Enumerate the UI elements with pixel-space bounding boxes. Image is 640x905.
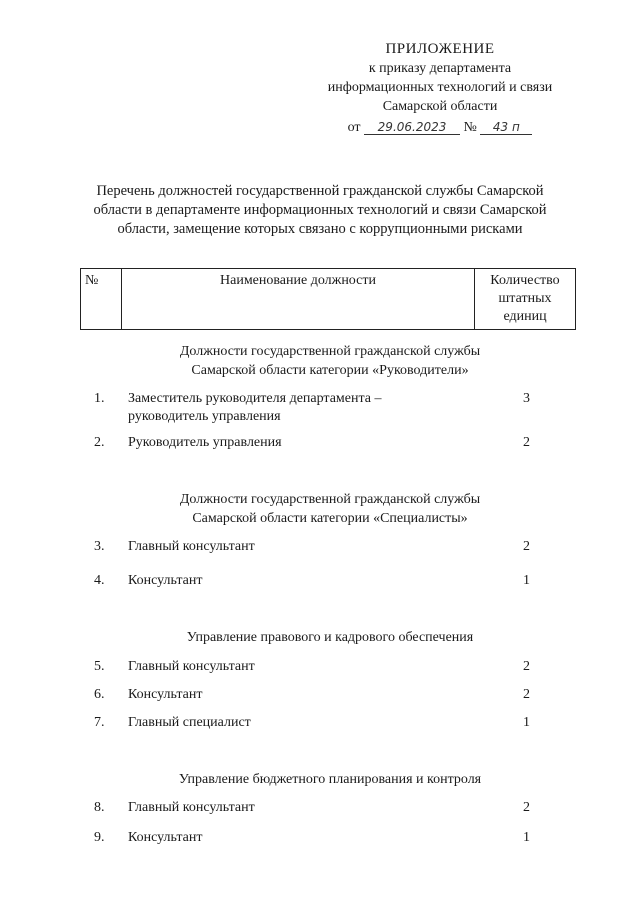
row-count: 1 [523,715,530,730]
row-num: 7. [94,715,105,730]
row-name: Руководитель управления [128,435,282,450]
row-num: 9. [94,830,105,845]
header-name: Наименование должности [122,269,475,330]
row-name: Консультант [128,830,203,845]
row-num: 6. [94,687,105,702]
row-num: 1. [94,391,105,406]
row-name: Главный консультант [128,800,255,815]
section-heading-line: Управление бюджетного планирования и контроля [178,772,482,787]
section-heading-line: Должности государственной гражданской службы [179,492,481,507]
annex-block [300,40,580,137]
title-line-3: области, замещение которых связано с коррупционными рисками [117,221,523,237]
row-count: 1 [523,573,530,588]
date-prefix: от [347,120,361,135]
section-heading-line: Самарской области категории «Специалисты» [192,511,468,526]
document-title [60,182,580,239]
row-name: Главный консультант [128,659,255,674]
title-line-2: области в департаменте информационных технологий и связи Самарской [93,202,547,218]
row-count: 2 [523,800,530,815]
table-header [80,268,576,330]
row-num: 4. [94,573,105,588]
annex-date-line [300,118,580,137]
annex-line-1: к приказу департамента [368,61,512,76]
row-num: 5. [94,659,105,674]
section-heading [80,770,580,789]
row-count: 3 [523,391,530,406]
row-count: 2 [523,539,530,554]
handwritten-number: 43 п [480,120,532,135]
row-count: 1 [523,830,530,845]
row-name: Консультант [128,573,203,588]
row-name: Главный консультант [128,539,255,554]
annex-line-2: информационных технологий и связи [327,80,553,95]
row-name: Консультант [128,687,203,702]
row-num: 3. [94,539,105,554]
row-num: 8. [94,800,105,815]
annex-line-3: Самарской области [382,99,498,114]
handwritten-date: 29.06.2023 [364,120,460,135]
row-name: Главный специалист [128,715,251,730]
row-count: 2 [523,659,530,674]
row-count: 2 [523,435,530,450]
header-count: Количество штатных единиц [475,269,576,330]
number-prefix: № [463,120,477,135]
section-heading [80,342,580,380]
row-name: Заместитель руководителя департамента – руководитель управления [128,391,382,424]
section-heading-line: Управление правового и кадрового обеспечения [186,630,474,645]
section-heading-line: Должности государственной гражданской службы [179,344,481,359]
annex-title: ПРИЛОЖЕНИЕ [385,41,495,57]
section-heading-line: Самарской области категории «Руководители» [191,363,469,378]
section-heading [80,490,580,528]
row-count: 2 [523,687,530,702]
title-line-1: Перечень должностей государственной гражданской службы Самарской [96,183,544,199]
row-num: 2. [94,435,105,450]
header-num: № [81,269,122,330]
section-heading [80,628,580,647]
